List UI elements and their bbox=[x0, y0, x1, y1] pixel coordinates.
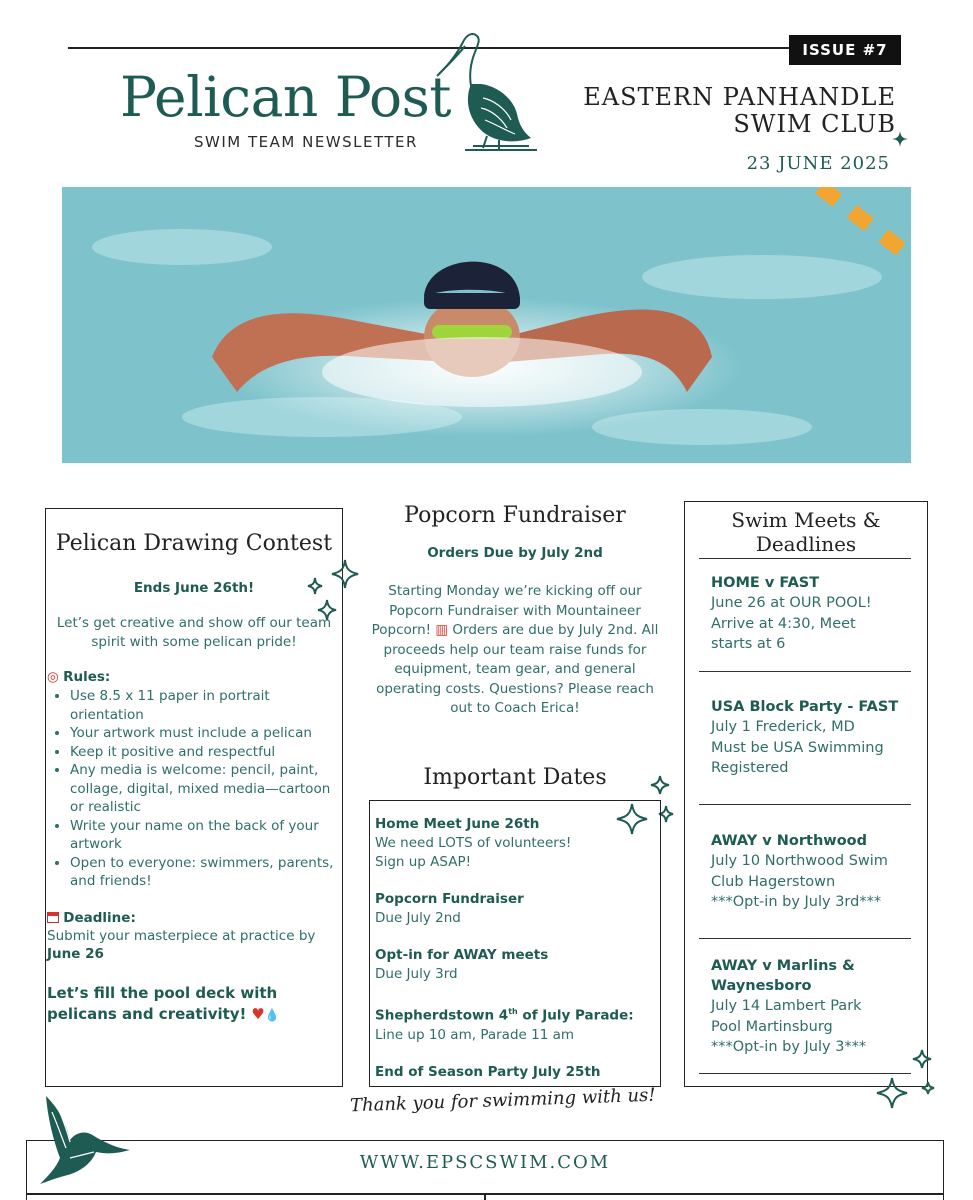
meet-line: Registered bbox=[711, 760, 789, 776]
club-name-line1: EASTERN PANHANDLE bbox=[583, 83, 896, 111]
meet-item bbox=[711, 573, 921, 655]
meets-box bbox=[684, 501, 928, 1087]
popcorn-due: Orders Due by July 2nd bbox=[427, 545, 603, 561]
date-item-title bbox=[375, 1002, 657, 1026]
date-item bbox=[375, 1063, 657, 1082]
rules-heading bbox=[47, 668, 342, 687]
pelican-icon bbox=[425, 28, 543, 154]
meets-divider bbox=[699, 938, 911, 939]
date-item-title-post: of July Parade: bbox=[517, 1007, 634, 1024]
calendar-icon bbox=[47, 912, 59, 923]
date-item bbox=[375, 815, 657, 872]
drawing-contest-title: Pelican Drawing Contest bbox=[55, 531, 333, 556]
meets-divider bbox=[699, 671, 911, 672]
popcorn-text bbox=[370, 582, 660, 719]
meet-item bbox=[711, 697, 921, 779]
meet-item bbox=[711, 956, 921, 1058]
rules-label: Rules: bbox=[63, 669, 111, 685]
meet-line: ***Opt-in by July 3*** bbox=[711, 1039, 867, 1055]
pelican-icon bbox=[36, 1092, 132, 1188]
date-item-title: Opt-in for AWAY meets bbox=[375, 947, 549, 963]
meet-line: Arrive at 4:30, Meet bbox=[711, 615, 856, 632]
meet-line: Club Hagerstown bbox=[711, 873, 836, 890]
popcorn-title: Popcorn Fundraiser bbox=[404, 503, 626, 528]
date-item-title-pre: Shepherdstown 4 bbox=[375, 1007, 509, 1024]
meet-line: July 1 Frederick, MD bbox=[711, 719, 855, 735]
droplets-icon: 💧 bbox=[264, 1007, 280, 1022]
date-item-title-sup: th bbox=[508, 1007, 518, 1016]
popcorn-icon: ▥ bbox=[435, 622, 449, 638]
swimmer-photo bbox=[62, 187, 911, 463]
date-item bbox=[375, 890, 657, 928]
thank-you-script: Thank you for swimming with us! bbox=[349, 1084, 656, 1117]
sparkle-icon bbox=[876, 1048, 938, 1114]
meets-title-line1: Swim Meets & bbox=[731, 508, 881, 532]
sparkle-icon bbox=[305, 558, 365, 626]
meet-line: July 14 Lambert Park bbox=[711, 998, 862, 1014]
meet-line: ***Opt-in by July 3rd*** bbox=[711, 894, 882, 910]
date-item-line: We need LOTS of volunteers! bbox=[375, 835, 572, 851]
newsletter-subtitle: SWIM TEAM NEWSLETTER bbox=[194, 133, 418, 151]
popcorn-text-1: Starting Monday we’re kicking off our Popcorn Fundraiser with Mountaineer Popcorn! bbox=[371, 583, 642, 638]
meet-title: Waynesboro bbox=[711, 978, 812, 994]
date-item-line: Sign up ASAP! bbox=[375, 854, 471, 870]
date-item bbox=[375, 1002, 657, 1045]
date-item bbox=[375, 946, 657, 984]
meet-line: Pool Martinsburg bbox=[711, 1018, 833, 1035]
website-link[interactable]: WWW.EPSCSWIM.COM bbox=[359, 1152, 611, 1173]
meet-item bbox=[711, 831, 921, 913]
meets-title-line2: Deadlines bbox=[755, 532, 857, 556]
newsletter-title: Pelican Post bbox=[120, 65, 451, 129]
rules-list bbox=[46, 687, 342, 891]
meets-divider bbox=[699, 558, 911, 559]
rule-item: • Your artwork must include a pelican bbox=[70, 724, 342, 743]
deadline-date: June 26 bbox=[47, 945, 104, 962]
meet-line: July 10 Northwood Swim bbox=[711, 853, 888, 869]
important-dates-title: Important Dates bbox=[423, 765, 607, 790]
meet-title: HOME v FAST bbox=[711, 575, 820, 591]
date-item-line: Line up 10 am, Parade 11 am bbox=[375, 1026, 575, 1043]
meet-title: USA Block Party - FAST bbox=[711, 699, 899, 715]
meet-title: AWAY v Northwood bbox=[711, 833, 867, 849]
rule-item: • Any media is welcome: pencil, paint, collage, digital, mixed media—cartoon or realistic bbox=[70, 761, 342, 817]
heart-icon: ♥ bbox=[251, 1004, 265, 1023]
meets-title bbox=[685, 508, 927, 556]
club-name-line2: SWIM CLUB bbox=[733, 110, 896, 138]
date-item-title: End of Season Party July 25th bbox=[375, 1063, 601, 1080]
closing-text: Let’s fill the pool deck with pelicans and creativity! bbox=[47, 983, 278, 1023]
closing-line bbox=[47, 983, 342, 1026]
dates-list bbox=[375, 815, 657, 1082]
drawing-contest-box bbox=[45, 508, 343, 1087]
drawing-contest-ends: Ends June 26th! bbox=[133, 580, 255, 596]
target-icon: ◎ bbox=[47, 669, 59, 685]
meet-title: AWAY v Marlins & bbox=[711, 958, 855, 974]
issue-badge: ISSUE #7 bbox=[789, 35, 901, 65]
date-item-line: Due July 3rd bbox=[375, 966, 458, 982]
sparkle-icon bbox=[892, 131, 908, 147]
rule-item: • Keep it positive and respectful bbox=[70, 743, 342, 762]
rule-item: • Use 8.5 x 11 paper in portrait orientation bbox=[70, 687, 342, 724]
rule-item: • Write your name on the back of your artwork bbox=[70, 817, 342, 854]
important-dates-box bbox=[369, 800, 661, 1087]
meet-line: starts at 6 bbox=[711, 636, 786, 652]
meet-line: June 26 at OUR POOL! bbox=[711, 595, 872, 611]
meets-divider bbox=[699, 804, 911, 805]
date-item-title: Home Meet June 26th bbox=[375, 816, 540, 832]
date-item-title: Popcorn Fundraiser bbox=[375, 891, 524, 907]
deadline-heading bbox=[47, 909, 342, 927]
rule-item: • Open to everyone: swimmers, parents, and friends! bbox=[70, 854, 342, 891]
footer-divider-tick bbox=[484, 1193, 486, 1200]
issue-date: 23 JUNE 2025 bbox=[746, 153, 890, 174]
deadline-text: Submit your masterpiece at practice by bbox=[47, 927, 316, 944]
date-item-line: Due July 2nd bbox=[375, 910, 461, 926]
deadline-label: Deadline: bbox=[63, 909, 136, 926]
popcorn-text-2: Orders are due by July 2nd. All proceeds help our team raise funds for equipment, team gear, and general operating costs. Questions? Please reach out to Coach Erica! bbox=[376, 622, 659, 716]
club-name bbox=[560, 84, 896, 138]
meet-line: Must be USA Swimming bbox=[711, 739, 884, 756]
drawing-contest-intro: Let’s get creative and show off our team spirit with some pelican pride! bbox=[56, 615, 332, 650]
